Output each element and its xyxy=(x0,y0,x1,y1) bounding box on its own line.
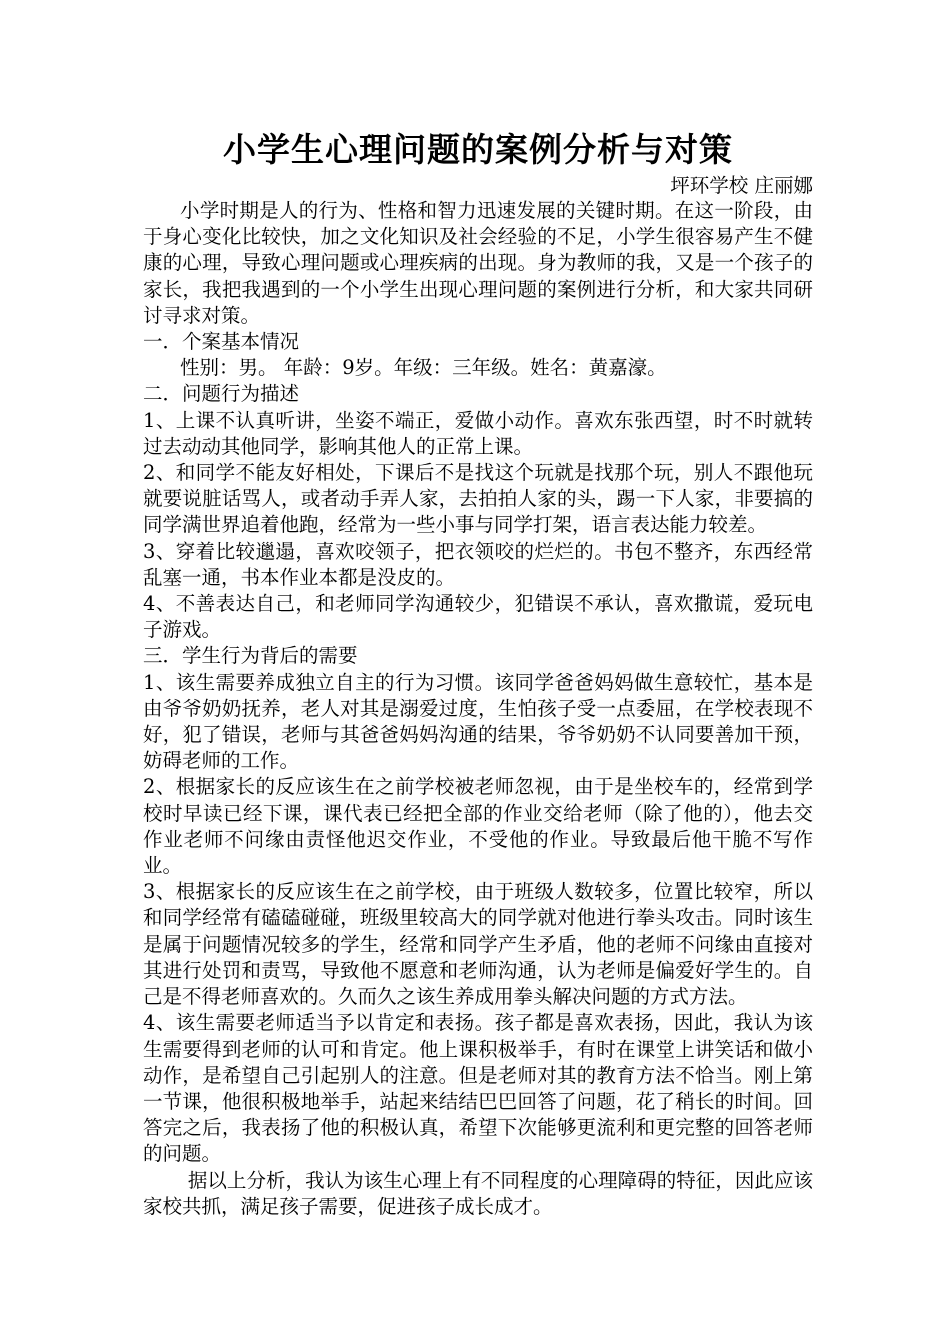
document-title: 小学生心理问题的案例分析与对策 xyxy=(223,130,733,169)
conclusion-paragraph: 据以上分析，我认为该生心理上有不同程度的心理障碍的特征，因此应该家校共抓，满足孩子需要，促进孩子成长成才。 xyxy=(143,1168,813,1218)
behavior-item-2: 2、和同学不能友好相处，下课后不是找这个玩就是找那个玩，别人不跟他玩就要说脏话骂人，或者动手弄人家，去拍拍人家的头，踢一下人家，非要搞的同学满世界追着他跑，经常为一些小事与同学打架，语言表达能力较差。 xyxy=(143,461,813,537)
section-2-heading: 二．问题行为描述 xyxy=(143,382,300,406)
document-page xyxy=(143,126,813,1220)
basic-info: 性别：男。 年龄：9岁。年级：三年级。姓名：黄嘉濠。 xyxy=(180,356,667,380)
behavior-item-3: 3、穿着比较邋遢，喜欢咬领子，把衣领咬的烂烂的。书包不整齐，东西经常乱塞一通，书本作业本都是没皮的。 xyxy=(143,539,813,589)
behavior-item-4: 4、不善表达自己，和老师同学沟通较少，犯错误不承认，喜欢撒谎，爱玩电子游戏。 xyxy=(143,592,813,642)
need-item-1: 1、该生需要养成独立自主的行为习惯。该同学爸爸妈妈做生意较忙，基本是由爷爷奶奶抚养，老人对其是溺爱过度，生怕孩子受一点委屈，在学校表现不好，犯了错误，老师与其爸爸妈妈沟通的结果，爷爷奶奶不认同要善加干预，妨碍老师的工作。 xyxy=(143,670,813,773)
section-3-heading: 三．学生行为背后的需要 xyxy=(143,644,358,668)
behavior-item-1: 1、上课不认真听讲，坐姿不端正，爱做小动作。喜欢东张西望，时不时就转过去动动其他同学，影响其他人的正常上课。 xyxy=(143,408,813,458)
need-item-2: 2、根据家长的反应该生在之前学校被老师忽视，由于是坐校车的，经常到学校时早读已经下课，课代表已经把全部的作业交给老师（除了他的），他去交作业老师不问缘由责怪他迟交作业，不受他的作业。导致最后他干脆不写作业。 xyxy=(143,775,813,878)
need-item-4: 4、该生需要老师适当予以肯定和表扬。孩子都是喜欢表扬，因此，我认为该生需要得到老师的认可和肯定。他上课积极举手，有时在课堂上讲笑话和做小动作，是希望自己引起别人的注意。但是老师对其的教育方法不恰当。刚上第一节课，他很积极地举手，站起来结结巴巴回答了问题，花了稍长的时间。回答完之后，我表扬了他的积极认真，希望下次能够更流利和更完整的回答老师的问题。 xyxy=(143,1011,813,1166)
section-1-heading: 一．个案基本情况 xyxy=(143,330,300,354)
author-line: 坪环学校 庄丽娜 xyxy=(670,174,813,197)
intro-paragraph: 小学时期是人的行为、性格和智力迅速发展的关键时期。在这一阶段，由于身心变化比较快，加之文化知识及社会经验的不足，小学生很容易产生不健康的心理，导致心理问题或心理疾病的出现。身为教师的我，又是一个孩子的家长，我把我遇到的一个小学生出现心理问题的案例进行分析，和大家共同研讨寻求对策。 xyxy=(143,199,813,327)
need-item-3: 3、根据家长的反应该生在之前学校，由于班级人数较多，位置比较窄，所以和同学经常有磕磕碰碰，班级里较高大的同学就对他进行拳头攻击。同时该生是属于问题情况较多的学生，经常和同学产生矛盾，他的老师不问缘由直接对其进行处罚和责骂，导致他不愿意和老师沟通，认为老师是偏爱好学生的。自己是不得老师喜欢的。久而久之该生养成用拳头解决问题的方式方法。 xyxy=(143,880,813,1009)
